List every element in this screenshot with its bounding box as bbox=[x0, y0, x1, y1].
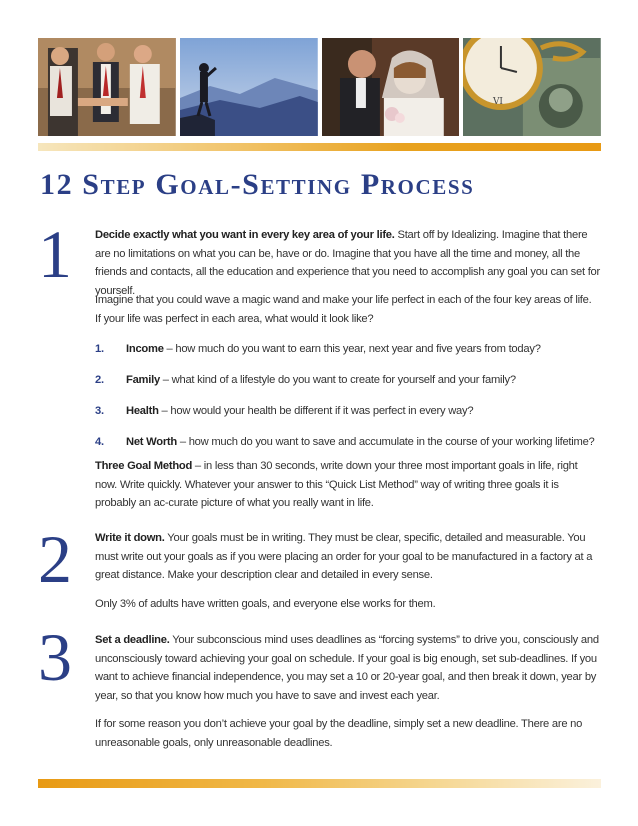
list-item-text: – how would your health be different if it was perfect in every way? bbox=[158, 405, 474, 417]
svg-text:VI: VI bbox=[493, 96, 504, 108]
step-3-closing-text: If for some reason you don’t achieve your goal by the deadline, simply set a new deadline. There are no unreasonable goals, only unreasonable deadlines. bbox=[95, 718, 583, 749]
mountain-summit-photo bbox=[180, 38, 318, 136]
list-item-term: Health bbox=[126, 405, 159, 417]
three-goal-method-paragraph bbox=[95, 457, 600, 513]
step-2-stat-paragraph bbox=[95, 595, 600, 614]
list-item-term: Income bbox=[126, 343, 164, 355]
key-areas-list bbox=[95, 340, 600, 464]
step-3-intro-text: Your subconscious mind uses deadlines as “forcing systems” to drive you, consciously and unconsciously toward achieving your goal on schedule. If your goal is big enough, set sub-deadlines. If you want to achieve financial independence, you may set a 10 or 20-year goal, and then break it down, year by year, so that you know how much you have to save and invest each year. bbox=[95, 634, 599, 702]
step-1-wand-text: Imagine that you could wave a magic wand and make your life perfect in each of the four key areas of life. If your life was perfect in each area, what would it look like? bbox=[95, 294, 592, 325]
businessmen-handshake-photo bbox=[38, 38, 176, 136]
step-1-heading: Decide exactly what you want in every key area of your life. bbox=[95, 229, 395, 241]
list-item-index: 3. bbox=[95, 405, 104, 417]
step-1-intro-paragraph bbox=[95, 226, 600, 300]
list-item-text: – how much do you want to save and accumulate in the course of your working lifetime? bbox=[177, 436, 595, 448]
step-1-intro-text: Start off by Idealizing. Imagine that there are no limitations on what you can be, have or do. Imagine that you have all the time and money, all the friends and contacts, all the education and experience that you need to accomplish any goal you can set for yourself. bbox=[95, 229, 600, 297]
page-title: 12 Step Goal-Setting Process bbox=[40, 168, 475, 201]
list-item-term: Net Worth bbox=[126, 436, 177, 448]
list-item bbox=[95, 371, 600, 402]
step-2-stat-text: Only 3% of adults have written goals, and everyone else works for them. bbox=[95, 598, 436, 610]
list-item bbox=[95, 402, 600, 433]
top-gold-divider bbox=[38, 143, 601, 151]
step-1-wand-paragraph bbox=[95, 291, 600, 328]
header-photo-strip bbox=[38, 38, 601, 136]
three-goal-method-text: – in less than 30 seconds, write down your three most important goals in life, right now. Write quickly. Whatever your answer to this “Quick List Method” way of writing three goals it is probably an ac-curate picture of what you really want in life. bbox=[95, 460, 578, 510]
step-3-heading: Set a deadline. bbox=[95, 634, 170, 646]
step-number-3: 3 bbox=[38, 619, 72, 695]
wedding-couple-photo bbox=[322, 38, 460, 136]
list-item-index: 4. bbox=[95, 436, 104, 448]
step-number-2: 2 bbox=[38, 521, 72, 597]
step-number-1: 1 bbox=[38, 216, 72, 292]
pocket-watch-money-photo bbox=[463, 38, 601, 136]
list-item bbox=[95, 340, 600, 371]
step-3-closing-paragraph bbox=[95, 715, 600, 752]
list-item-term: Family bbox=[126, 374, 160, 386]
list-item-index: 2. bbox=[95, 374, 104, 386]
list-item-text: – what kind of a lifestyle do you want to create for yourself and your family? bbox=[159, 374, 516, 386]
list-item-text: – how much do you want to earn this year, next year and five years from today? bbox=[163, 343, 541, 355]
step-3-intro-paragraph bbox=[95, 631, 600, 705]
step-2-intro-paragraph bbox=[95, 529, 600, 585]
three-goal-method-heading: Three Goal Method bbox=[95, 460, 193, 472]
step-2-intro-text: Your goals must be in writing. They must be clear, specific, detailed and measurable. You must write out your goals as if you were placing an order for your goal to be manufactured in a factory at a great distance. Make your description clear and detailed in every sense. bbox=[95, 532, 593, 582]
step-2-heading: Write it down. bbox=[95, 532, 165, 544]
bottom-gold-divider bbox=[38, 779, 601, 788]
list-item-index: 1. bbox=[95, 343, 104, 355]
